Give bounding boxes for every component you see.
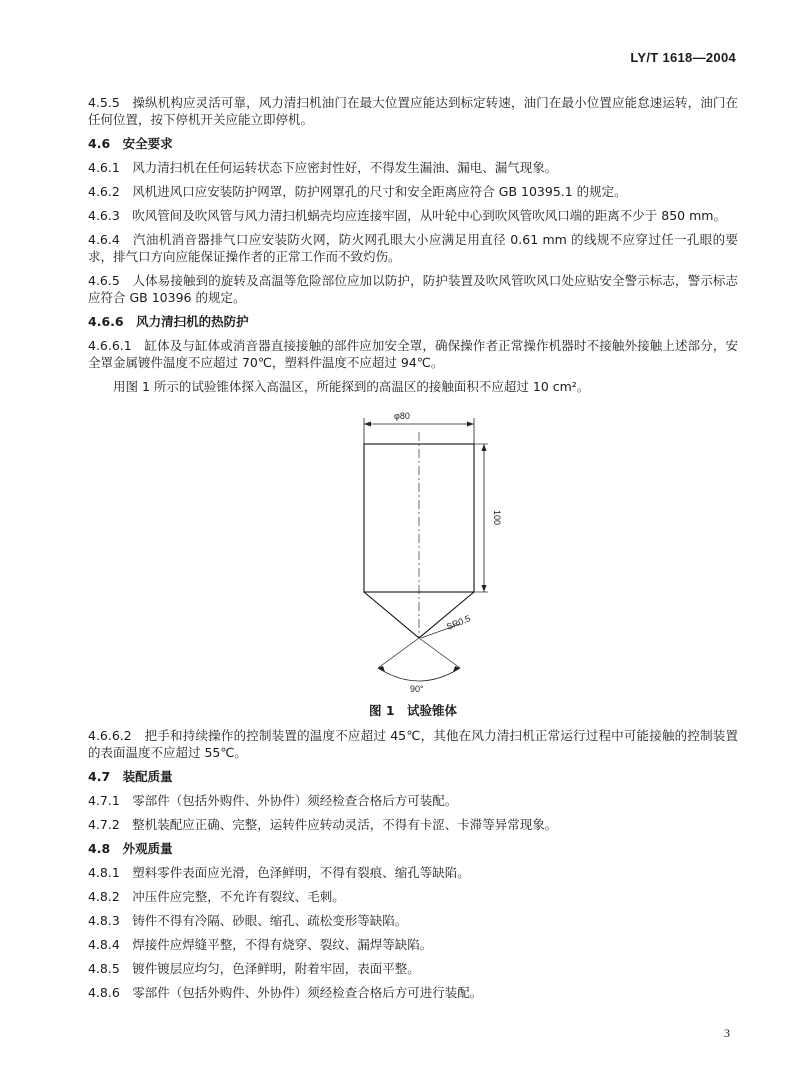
angle-arc	[378, 668, 460, 681]
clause-4-5-5: 4.5.5 操纵机构应灵活可靠，风力清扫机油门在最大位置应能达到标定转速，油门在最小位置应能怠速运转，油门在任何位置，按下停机开关应能立即停机。	[88, 95, 738, 127]
test-cone-drawing	[88, 402, 738, 702]
clause-4-8-2: 4.8.2 冲压件应完整，不允许有裂纹、毛刺。	[88, 889, 345, 904]
angle-extension-right	[419, 638, 460, 668]
clause-4-6-6-2: 4.6.6.2 把手和持续操作的控制装置的温度不应超过 45℃，其他在风力清扫机正常运行过程中可能接触的控制装置的表面温度不应超过 55℃。	[88, 728, 738, 760]
heading-4-6: 4.6 安全要求	[88, 136, 173, 151]
clause-4-6-3: 4.6.3 吹风管间及吹风管与风力清扫机蜗壳均应连接牢固，从叶轮中心到吹风管吹风口端的距离不少于 850 mm。	[88, 208, 726, 223]
document-body	[88, 94, 738, 1008]
clause-4-8-3: 4.8.3 铸件不得有冷隔、砂眼、缩孔、疏松变形等缺陷。	[88, 913, 408, 928]
height-arrow-top	[482, 444, 487, 451]
radius-label: SR0.5	[445, 613, 472, 632]
diameter-label: φ80	[394, 411, 410, 421]
angle-label: 90°	[410, 684, 424, 694]
heading-4-8: 4.8 外观质量	[88, 841, 173, 856]
clause-4-8-6: 4.8.6 零部件（包括外购件、外协件）须经检查合格后方可进行装配。	[88, 985, 483, 1000]
clause-4-6-4: 4.6.4 汽油机消音器排气口应安装防火网，防火网孔眼大小应满足用直径 0.61 mm 的线规不应穿过任一孔眼的要求，排气口方向应能保证操作者的正常工作而不致灼伤。	[88, 232, 738, 264]
diameter-arrow-right	[467, 422, 474, 427]
clause-4-6-6-1: 4.6.6.1 缸体及与缸体或消音器直接接触的部件应加安全罩，确保操作者正常操作机器时不接触外接触上述部分，安全罩金属镀件温度不应超过 70℃，塑料件温度不应超过 94℃。	[88, 338, 738, 370]
height-arrow-bottom	[482, 585, 487, 592]
standard-code: LY/T 1618—2004	[630, 50, 736, 65]
diameter-arrow-left	[364, 422, 371, 427]
clause-4-6-1: 4.6.1 风力清扫机在任何运转状态下应密封性好，不得发生漏油、漏电、漏气现象。	[88, 160, 558, 175]
test-cone-figure	[88, 402, 738, 702]
cone-left-edge	[364, 592, 419, 638]
clause-4-8-1: 4.8.1 塑料零件表面应光滑，色泽鲜明，不得有裂痕、缩孔等缺陷。	[88, 865, 470, 880]
clause-4-7-2: 4.7.2 整机装配应正确、完整，运转件应转动灵活，不得有卡涩、卡滞等异常现象。	[88, 817, 558, 832]
test-cone-paragraph: 用图 1 所示的试验锥体探入高温区，所能探到的高温区的接触面积不应超过 10 cm²。	[113, 379, 590, 394]
clause-4-6-2: 4.6.2 风机进风口应安装防护网罩，防护网罩孔的尺寸和安全距离应符合 GB 10395.1 的规定。	[88, 184, 627, 199]
clause-4-6-5: 4.6.5 人体易接触到的旋转及高温等危险部位应加以防护，防护装置及吹风管吹风口处应贴安全警示标志，警示标志应符合 GB 10396 的规定。	[88, 273, 738, 305]
clause-4-7-1: 4.7.1 零部件（包括外购件、外协件）须经检查合格后方可装配。	[88, 793, 458, 808]
clause-4-8-4: 4.8.4 焊接件应焊缝平整，不得有烧穿、裂纹、漏焊等缺陷。	[88, 937, 433, 952]
clause-4-8-5: 4.8.5 镀件镀层应均匀，色泽鲜明，附着牢固，表面平整。	[88, 961, 420, 976]
heading-4-6-6: 4.6.6 风力清扫机的热防护	[88, 314, 249, 329]
height-label: 100	[492, 510, 502, 526]
heading-4-7: 4.7 装配质量	[88, 769, 173, 784]
figure-caption: 图 1 试验锥体	[368, 703, 458, 718]
angle-extension-left	[378, 638, 419, 668]
page-number: 3	[724, 1026, 730, 1040]
